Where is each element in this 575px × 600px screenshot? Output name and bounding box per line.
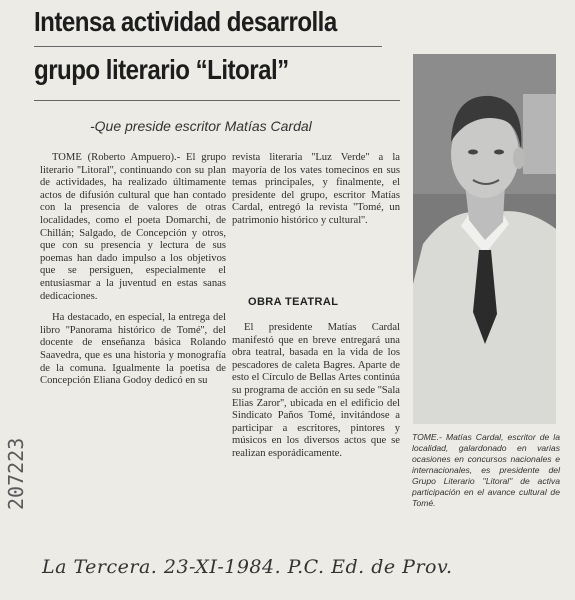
section-heading: OBRA TEATRAL bbox=[248, 296, 339, 308]
photo-caption: TOME.- Matías Cardal, escritor de la localidad, galardonado en varias ocasiones en concursos nacionales e internacionales, es presidente del Grupo Literario ''Litoral'' de activa participación en el avance cultural de Tomé. bbox=[412, 432, 560, 508]
headline-rule-2 bbox=[34, 100, 400, 101]
portrait-photo bbox=[413, 54, 556, 424]
article-paragraph: revista literaria ''Luz Verde'' a la mayoría de los vates tomecinos en sus temas principales, y finalmente, el presidente del grupo, escritor Matías Cardal, entregó la revista ''Tomé, un patrimonio histórico y cultural''. bbox=[232, 152, 400, 226]
handwritten-source-note: La Tercera. 23-XI-1984. P.C. Ed. de Prov. bbox=[42, 556, 453, 578]
article-column-2 bbox=[232, 152, 400, 237]
subtitle: -Que preside escritor Matías Cardal bbox=[90, 118, 312, 134]
archive-number-stamp: 207223 bbox=[4, 437, 28, 510]
article-column-1 bbox=[40, 152, 226, 397]
headline-rule-1 bbox=[34, 46, 382, 47]
headline-line-2: grupo literario “Litoral” bbox=[34, 54, 289, 85]
article-paragraph: Ha destacado, en especial, la entrega del libro ''Panorama histórico de Tomé'', del docente de enseñanza básica Rolando Saavedra, que es una historia y monografía de la comuna. Igualmente la poetisa de Concepción Eliana Godoy dedicó en su bbox=[40, 312, 226, 387]
article-paragraph: El presidente Matías Cardal manifestó que en breve entregará una obra teatral, basada en la vida de los pescadores de caleta Bagres. Aparte de esto el Círculo de Bellas Artes continúa su programa de acción en su sede ''Sala Elias Zaror'', ubicada en el edificio del Sindicato Paños Tomé, invitándose a participar a escritores, pintores y músicos en los diversos actos que se realizan esporádicamente. bbox=[232, 322, 400, 459]
article-paragraph: TOME (Roberto Ampuero).- El grupo literario ''Litoral'', continuando con su plan de actividades, ha realizado últimamente actos de difusión cultural que han contado con la presencia de valores de otras localidades, como el poeta Domarchi, de Chillán; Salgado, de Concepción y otros, que con su presencia y lectura de sus poemas han dado impulso a los objetivos que se persiguen, especialmente el entusiasmar a la juventud en estas sanas dedicaciones. bbox=[40, 152, 226, 302]
article-column-2-continued bbox=[232, 322, 400, 470]
portrait-photo-drawing bbox=[413, 54, 556, 424]
headline-line-1: Intensa actividad desarrolla bbox=[34, 6, 337, 37]
